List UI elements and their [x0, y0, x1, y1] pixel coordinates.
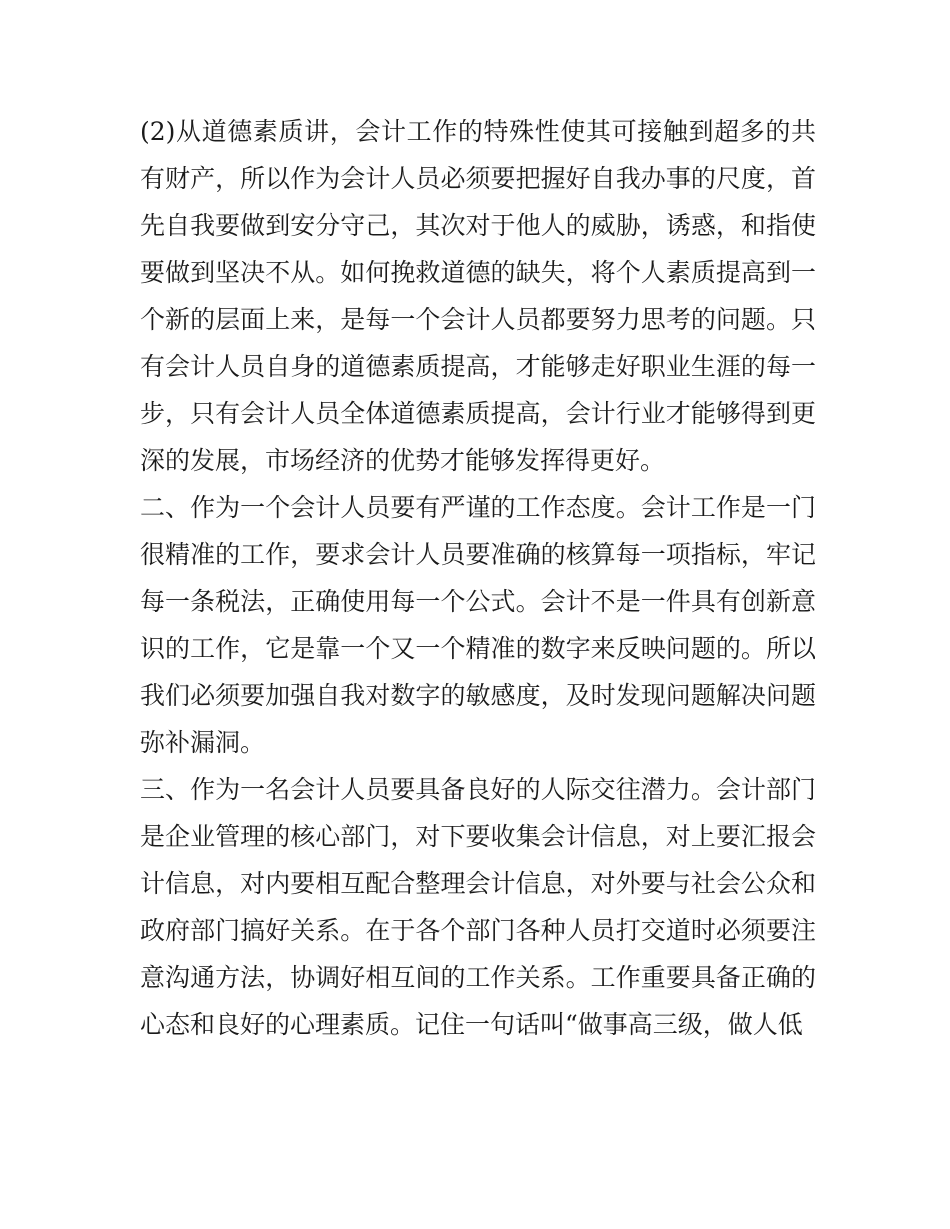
- text-line: 心态和良好的心理素质。记住一句话叫“做事高三级，做人低: [140, 1010, 803, 1039]
- text-line: 深的发展，市场经济的优势才能够发挥得更好。: [140, 446, 666, 475]
- text-line: 是企业管理的核心部门，对下要收集会计信息，对上要汇报会: [140, 822, 816, 851]
- text-line: 意沟通方法，协调好相互间的工作关系。工作重要具备正确的: [140, 963, 816, 992]
- paragraph-ethics: [140, 108, 816, 484]
- text-line: 三、作为一名会计人员要具备良好的人际交往潜力。会计部门: [140, 775, 816, 804]
- text-line: 有财产，所以作为会计人员必须要把握好自我办事的尺度，首: [140, 164, 816, 193]
- text-line: 要做到坚决不从。如何挽救道德的缺失，将个人素质提高到一: [140, 258, 816, 287]
- text-line: 每一条税法，正确使用每一个公式。会计不是一件具有创新意: [140, 587, 816, 616]
- text-line: 计信息，对内要相互配合整理会计信息，对外要与社会公众和: [140, 869, 816, 898]
- paragraph-interpersonal-skills: [140, 766, 816, 1048]
- paragraph-rigorous-attitude: [140, 484, 816, 766]
- document-body: [140, 108, 816, 1048]
- text-line: 有会计人员自身的道德素质提高，才能够走好职业生涯的每一: [140, 352, 816, 381]
- text-line: 弥补漏洞。: [140, 728, 266, 757]
- text-line: 政府部门搞好关系。在于各个部门各种人员打交道时必须要注: [140, 916, 816, 945]
- text-line: 先自我要做到安分守己，其次对于他人的威胁，诱惑，和指使: [140, 211, 816, 240]
- text-line: 我们必须要加强自我对数字的敏感度，及时发现问题解决问题: [140, 681, 816, 710]
- text-line: 个新的层面上来，是每一个会计人员都要努力思考的问题。只: [140, 305, 816, 334]
- text-line: 步，只有会计人员全体道德素质提高，会计行业才能够得到更: [140, 399, 816, 428]
- text-line: (2)从道德素质讲，会计工作的特殊性使其可接触到超多的共: [140, 117, 816, 146]
- text-line: 识的工作，它是靠一个又一个精准的数字来反映问题的。所以: [140, 634, 816, 663]
- text-line: 很精准的工作，要求会计人员要准确的核算每一项指标，牢记: [140, 540, 816, 569]
- text-line: 二、作为一个会计人员要有严谨的工作态度。会计工作是一门: [140, 493, 816, 522]
